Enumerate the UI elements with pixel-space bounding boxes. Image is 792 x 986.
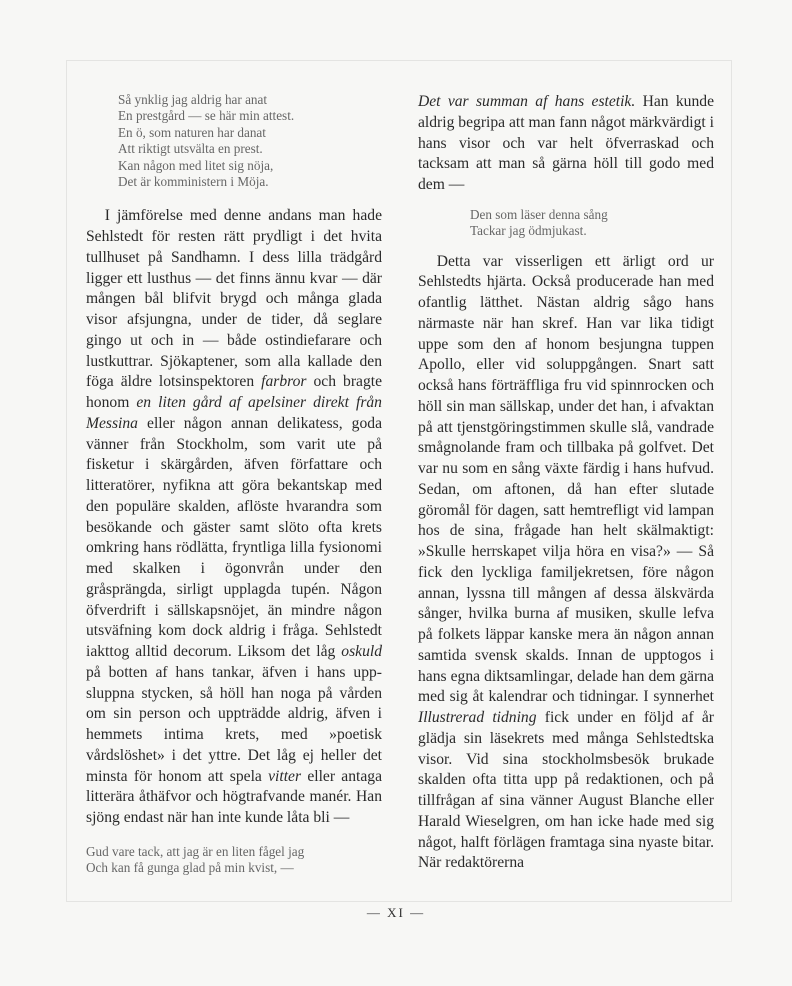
poem-line: Så ynklig jag aldrig har anat <box>118 92 268 107</box>
poem-stanza-mid <box>418 207 714 240</box>
body-paragraph <box>418 252 714 875</box>
text-run: eller någon annan delikatess, goda vänner från Stockholm, som varit ute på fisketur i skärgården, äfven författare och litteratörer, nyfikna att göra bekantskap med den populäre skalden, aflöste hvarandra som besökande och gäster samt slöto ofta krets omkring hans rödlätta, fryntliga lilla fysionomi med skalken i ögonvrån under den gråsprängda, sirligt upplagda tupén. Någon öfverdrift i sällskapsnöjet, än mindre någon utsväfning kom dock aldrig i fråga. Sehlstedt iakttog alltid decorum. Liksom det låg <box>86 414 382 661</box>
left-column <box>86 92 382 877</box>
poem-stanza-top <box>86 92 382 190</box>
poem-line: Att riktigt utsvälta en prest. <box>118 141 263 157</box>
body-paragraph <box>418 92 714 196</box>
text-run: eller antaga litterära åthäfvor och högtrafvande manér. Han sjöng endast när han inte kunde låta bli — <box>86 767 383 827</box>
text-run: fick under en följd af år glädja sin läsekrets med många Sehlstedtska visor. Vid sina stockholmsbesök brukade skalden ofta titta upp på redaktionen, och på tillfrågan af sina vänner August Blanche eller Harald Wieselgren, om han icke hade med sig något, halft förlägen framtaga sina nyaste bitar. När redaktörerna <box>418 709 714 872</box>
italic-phrase: Det var summan af hans estetik. <box>418 93 636 110</box>
italic-word: vitter <box>268 767 302 785</box>
text-run: I jämförelse med denne andans man hade Sehlstedt för resten rätt prydligt i det hvita tullhuset på Sandhamn. I dess lilla trädgård ligger ett lusthus — det finns ännu kvar — där mången bål blifvit brygd och många glada visor afsjungna, under de tider, då seglare gingo ut och in — både ostindiefarare och lustkuttrar. Sjökaptener, som alla kallade den föga äldre lotsinspektoren <box>86 207 382 391</box>
poem-line: En prestgård — se här min attest. <box>118 108 295 124</box>
body-paragraph <box>86 206 382 829</box>
poem-line: Den som läser denna sång <box>470 206 608 222</box>
poem-line: Det är komministern i Möja. <box>118 174 269 190</box>
italic-word: farbror <box>261 373 307 391</box>
poem-line: Och kan få gunga glad på min kvist, — <box>86 860 294 876</box>
text-run: och bragte honom <box>86 373 382 412</box>
italic-word: oskuld <box>341 643 382 661</box>
poem-line: Tackar jag ödmjukast. <box>470 223 587 239</box>
poem-stanza-end <box>86 844 382 877</box>
text-run: Detta var visserligen ett ärligt ord ur Sehlstedts hjärta. Också producerade han med ofantlig lätthet. Nästan aldrig sågo hans närmaste när han skref. Han var lika tidigt uppe som den af honom besjungna tuppen Apollo, eller vid soluppgången. Snart satt också hans förträffliga fru vid spinnrocken och höll sin man sällskap, under det han, i afvaktan på att tjenstgöringstimmen skulle slå, vandrade smågnolande fram och tillbaka på golfvet. Det var nu som en sång växte färdig i hans hufvud. Sedan, om aftonen, då han efter slutade göromål för dagen, satt hemtrefligt vid lampan hos de sina, frågade han helt skälmaktigt: »Skulle herrskapet vilja höra en visa?» — Så fick den lyckliga familjekretsen, före någon annan, lyssna till mången af dessa älskvärda sånger, hvilka burna af musiken, skulle lefva på folkets läppar kanske mera än någon annan samtida svensk skalds. Innan de upptogos i hans egna diktsamlingar, delade han dem gärna med sig åt kalendrar och tidningar. I synnerhet <box>418 252 714 706</box>
page-number: — XI — <box>366 905 426 920</box>
text-run: Han kunde aldrig begripa att man fann något märkvärdigt i hans visor och var helt öfverraskad och tacksam att man så gärna höll till godo med dem — <box>418 93 714 193</box>
italic-title: Illustrerad tidning <box>418 709 537 727</box>
poem-line: Kan någon med litet sig nöja, <box>118 157 274 173</box>
italic-phrase: en liten gård af apelsiner direkt från Messina <box>86 394 382 432</box>
right-column <box>418 92 714 874</box>
text-run: på botten af hans tankar, äfven i hans uppsluppna stycken, så höll han noga på vården om sin person och uppträdde aldrig, äfven i hemmets intima krets, med »poetisk vårdslöshet» i det yttre. Det låg ej heller det minsta för honom att spela <box>86 663 382 785</box>
poem-line: Gud vare tack, att jag är en liten fågel jag <box>86 843 305 859</box>
poem-line: En ö, som naturen har danat <box>118 124 266 140</box>
